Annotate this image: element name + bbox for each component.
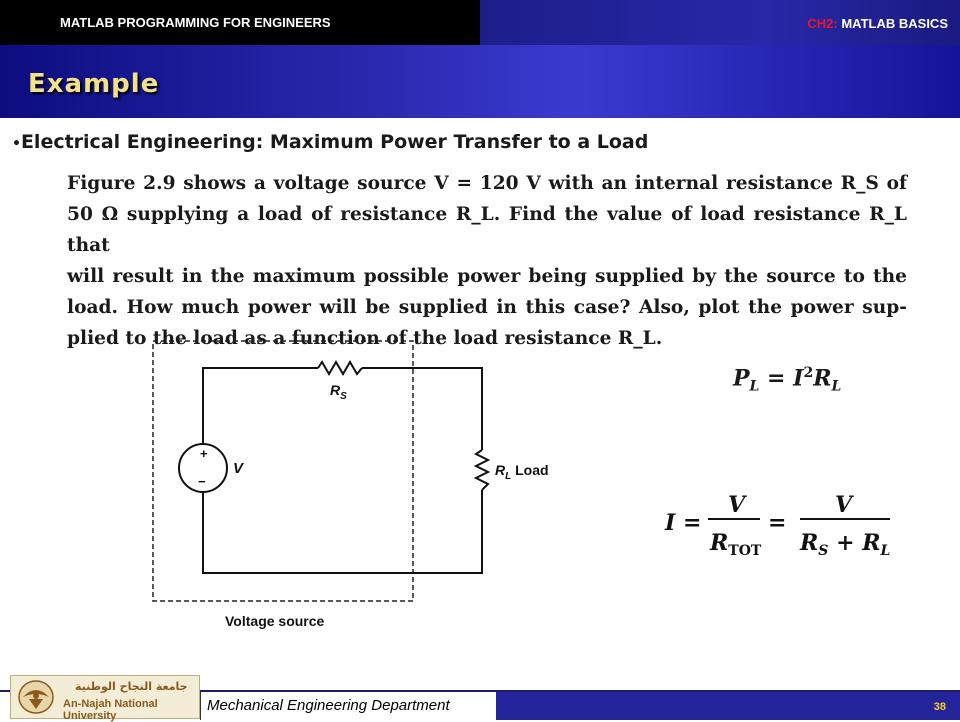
power-resistance: R — [813, 365, 832, 392]
bullet-icon: • — [12, 136, 21, 152]
chapter-code: CH2: — [807, 16, 838, 31]
rs-resistor-icon — [318, 362, 362, 374]
current-den2: $R_S + R_L$ — [800, 530, 891, 559]
footer-bar — [496, 692, 960, 720]
rl-resistor-icon — [476, 450, 488, 490]
problem-line: 50 Ω supplying a load of resistance R_L. Find the value of load resistance R_L that — [67, 204, 907, 256]
rs-label: $R_S$ — [330, 382, 347, 402]
current-lhs: I = — [665, 510, 702, 536]
page-number: 38 — [933, 701, 946, 713]
university-logo — [10, 675, 200, 722]
current-num1: V — [728, 492, 746, 518]
logo-english-text: An-Najah National University — [63, 698, 158, 722]
current-equals: = — [768, 510, 787, 536]
power-current: I — [793, 365, 804, 392]
problem-line: load. How much power will be supplied in this case? Also, plot the power sup- — [67, 297, 907, 318]
header-bar — [0, 0, 960, 45]
slide-title: Example — [28, 69, 160, 99]
chapter-banner — [480, 0, 960, 45]
chapter-label — [807, 16, 948, 31]
rl-label: $R_L$ Load — [495, 462, 549, 482]
department-label: Mechanical Engineering Department — [207, 697, 450, 714]
problem-line: plied to the load as a function of the load resistance R_L. — [67, 328, 663, 349]
power-equals: = — [759, 365, 794, 392]
power-resistance-sub: L — [831, 378, 842, 395]
current-formula — [660, 488, 910, 568]
source-plus: + — [200, 446, 208, 461]
chapter-name: MATLAB BASICS — [837, 16, 948, 31]
section-heading — [12, 131, 648, 153]
title-bar — [0, 45, 960, 118]
voltage-source-caption: Voltage source — [225, 613, 325, 629]
course-title: MATLAB PROGRAMMING FOR ENGINEERS — [60, 15, 331, 30]
problem-line: will result in the maximum possible power being supplied by the source to the — [67, 266, 907, 287]
source-minus: − — [198, 474, 206, 489]
source-voltage-label: V — [233, 460, 244, 477]
logo-arabic-text: جامعة النجاح الوطنية — [75, 680, 188, 693]
power-lhs-sub: L — [749, 378, 760, 395]
power-formula — [733, 365, 841, 395]
problem-line: Figure 2.9 shows a voltage source V = 120 V with an internal resistance R_S of — [67, 173, 907, 194]
problem-statement — [67, 168, 907, 354]
power-exponent: 2 — [803, 365, 814, 381]
power-lhs: P — [733, 365, 750, 392]
section-heading-text: Electrical Engineering: Maximum Power Transfer to a Load — [20, 131, 649, 153]
circuit-diagram — [150, 335, 580, 635]
university-seal-icon — [17, 679, 55, 715]
current-den1: $R_{TOT}$ — [710, 530, 762, 559]
current-num2: V — [835, 492, 853, 518]
